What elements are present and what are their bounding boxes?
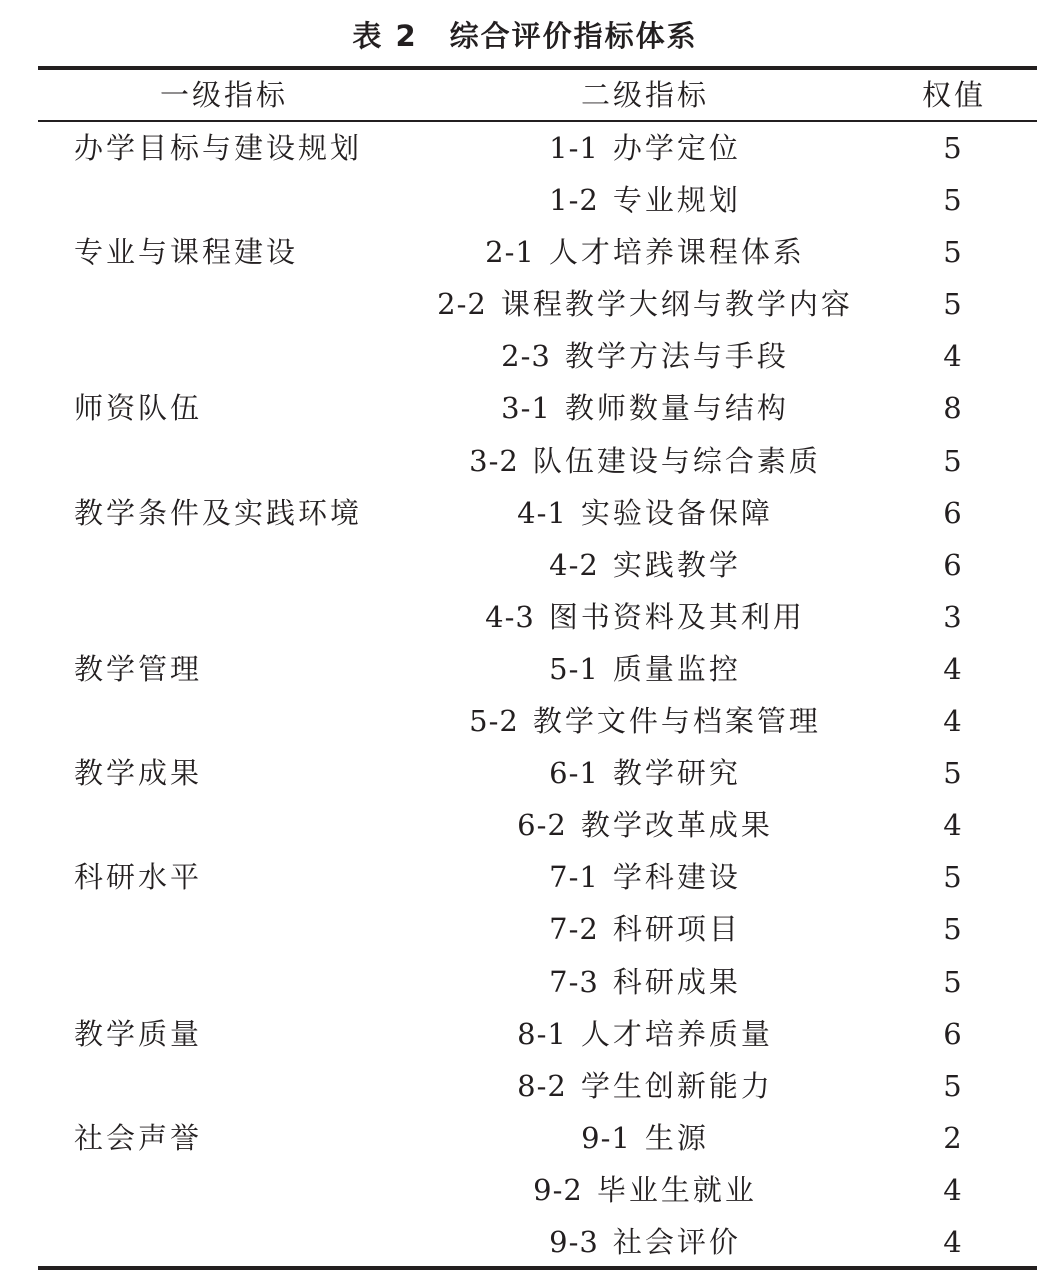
indicator-code: 4-2	[549, 547, 599, 582]
level2-indicator	[420, 1063, 870, 1109]
top-rule	[38, 66, 1037, 70]
indicator-name: 图书资料及其利用	[548, 599, 805, 634]
level2-indicator	[420, 802, 870, 848]
level1-indicator: 办学目标与建设规划	[74, 131, 363, 165]
level2-indicator	[420, 854, 870, 900]
bottom-rule	[38, 1266, 1037, 1270]
level2-indicator	[420, 542, 870, 588]
weight-value: 5	[943, 964, 965, 999]
indicator-code: 2-1	[485, 235, 535, 270]
table-title: 综合评价指标体系	[449, 19, 698, 53]
indicator-code: 1-2	[549, 183, 599, 218]
table-row	[0, 591, 1050, 643]
level1-indicator: 专业与课程建设	[74, 235, 299, 270]
weight-value: 4	[943, 808, 965, 843]
level2-indicator	[420, 1011, 870, 1057]
table-row	[0, 1164, 1050, 1216]
indicator-code: 5-2	[469, 704, 519, 739]
indicator-name: 教学改革成果	[580, 808, 773, 843]
level2-indicator	[420, 959, 870, 1005]
level2-indicator	[420, 1219, 870, 1265]
weight-value: 4	[943, 704, 965, 739]
level2-indicator	[420, 333, 870, 379]
weight-value: 3	[943, 599, 965, 634]
weight-value: 6	[943, 495, 965, 530]
weight-value: 2	[943, 1120, 965, 1155]
indicator-code: 8-2	[517, 1068, 567, 1103]
header-level2: 二级指标	[580, 78, 709, 112]
indicator-name: 科研项目	[612, 912, 741, 947]
level1-indicator: 科研水平	[74, 860, 203, 895]
table-body	[0, 122, 1050, 1268]
table-row	[0, 226, 1050, 278]
indicator-code: 6-1	[549, 756, 599, 791]
table-row	[0, 695, 1050, 747]
level2-indicator	[420, 750, 870, 796]
indicator-name: 办学定位	[612, 131, 741, 165]
indicator-code: 7-3	[549, 964, 599, 999]
indicator-name: 人才培养质量	[580, 1016, 773, 1051]
weight-value: 5	[943, 287, 965, 322]
weight-value: 6	[943, 1016, 965, 1051]
table-row	[0, 747, 1050, 799]
indicator-code: 6-2	[517, 808, 567, 843]
indicator-code: 3-2	[469, 443, 519, 478]
level2-indicator	[420, 177, 870, 223]
table-row	[0, 799, 1050, 851]
level2-indicator	[420, 125, 870, 171]
level2-indicator	[420, 646, 870, 692]
table-row	[0, 330, 1050, 382]
weight-value: 5	[943, 131, 965, 165]
weight-value: 5	[943, 443, 965, 478]
level2-indicator	[420, 385, 870, 431]
indicator-code: 8-1	[517, 1016, 567, 1051]
indicator-name: 科研成果	[612, 964, 741, 999]
level1-indicator: 师资队伍	[74, 391, 203, 426]
indicator-name: 教学文件与档案管理	[532, 704, 821, 739]
table-caption	[0, 14, 1050, 58]
table-number: 表 2	[352, 19, 418, 53]
table-row	[0, 903, 1050, 955]
indicator-name: 学生创新能力	[580, 1068, 773, 1103]
indicator-name: 学科建设	[612, 860, 741, 895]
level2-indicator	[420, 906, 870, 952]
level1-indicator: 社会声誉	[74, 1120, 203, 1155]
indicator-name: 专业规划	[612, 183, 741, 218]
level2-indicator	[420, 438, 870, 484]
table-row	[0, 956, 1050, 1008]
indicator-name: 社会评价	[612, 1224, 741, 1259]
level2-indicator	[420, 1115, 870, 1161]
indicator-code: 5-1	[549, 651, 599, 686]
table-row	[0, 487, 1050, 539]
indicator-name: 课程教学大纲与教学内容	[500, 287, 853, 322]
level2-indicator	[420, 490, 870, 536]
indicator-code: 7-1	[549, 860, 599, 895]
indicator-code: 1-1	[549, 131, 599, 165]
header-level1: 一级指标	[159, 78, 288, 112]
indicator-name: 毕业生就业	[596, 1172, 757, 1207]
table-row	[0, 122, 1050, 174]
weight-value: 4	[943, 651, 965, 686]
header-weight: 权值	[921, 78, 986, 112]
indicator-code: 4-3	[485, 599, 535, 634]
level2-indicator	[420, 229, 870, 275]
level2-indicator	[420, 281, 870, 327]
level2-indicator	[420, 594, 870, 640]
weight-value: 4	[943, 1172, 965, 1207]
weight-value: 5	[943, 235, 965, 270]
weight-value: 4	[943, 1224, 965, 1259]
table-row	[0, 174, 1050, 226]
indicator-code: 9-3	[549, 1224, 599, 1259]
table-row	[0, 1008, 1050, 1060]
weight-value: 8	[943, 391, 965, 426]
table-header	[0, 72, 1050, 118]
indicator-name: 教学方法与手段	[564, 339, 789, 374]
table-row	[0, 539, 1050, 591]
indicator-name: 教学研究	[612, 756, 741, 791]
level1-indicator: 教学管理	[74, 651, 203, 686]
table-row	[0, 1112, 1050, 1164]
indicator-code: 2-3	[501, 339, 551, 374]
indicator-code: 4-1	[517, 495, 567, 530]
level1-indicator: 教学条件及实践环境	[74, 495, 363, 530]
level1-indicator: 教学成果	[74, 756, 203, 791]
table-row	[0, 643, 1050, 695]
indicator-name: 教师数量与结构	[564, 391, 789, 426]
indicator-code: 2-2	[437, 287, 487, 322]
level2-indicator	[420, 698, 870, 744]
level1-indicator: 教学质量	[74, 1016, 203, 1051]
indicator-code: 9-2	[533, 1172, 583, 1207]
table-row	[0, 851, 1050, 903]
weight-value: 5	[943, 756, 965, 791]
weight-value: 4	[943, 339, 965, 374]
weight-value: 6	[943, 547, 965, 582]
weight-value: 5	[943, 860, 965, 895]
indicator-name: 生源	[644, 1120, 709, 1155]
indicator-name: 实践教学	[612, 547, 741, 582]
weight-value: 5	[943, 912, 965, 947]
weight-value: 5	[943, 1068, 965, 1103]
weight-value: 5	[943, 183, 965, 218]
table-row	[0, 278, 1050, 330]
indicator-code: 9-1	[581, 1120, 631, 1155]
table-row	[0, 1060, 1050, 1112]
table-row	[0, 382, 1050, 434]
indicator-name: 实验设备保障	[580, 495, 773, 530]
table-row	[0, 1216, 1050, 1268]
level2-indicator	[420, 1167, 870, 1213]
indicator-name: 队伍建设与综合素质	[532, 443, 821, 478]
table-row	[0, 435, 1050, 487]
indicator-code: 3-1	[501, 391, 551, 426]
indicator-code: 7-2	[549, 912, 599, 947]
indicator-name: 质量监控	[612, 651, 741, 686]
indicator-name: 人才培养课程体系	[548, 235, 805, 270]
